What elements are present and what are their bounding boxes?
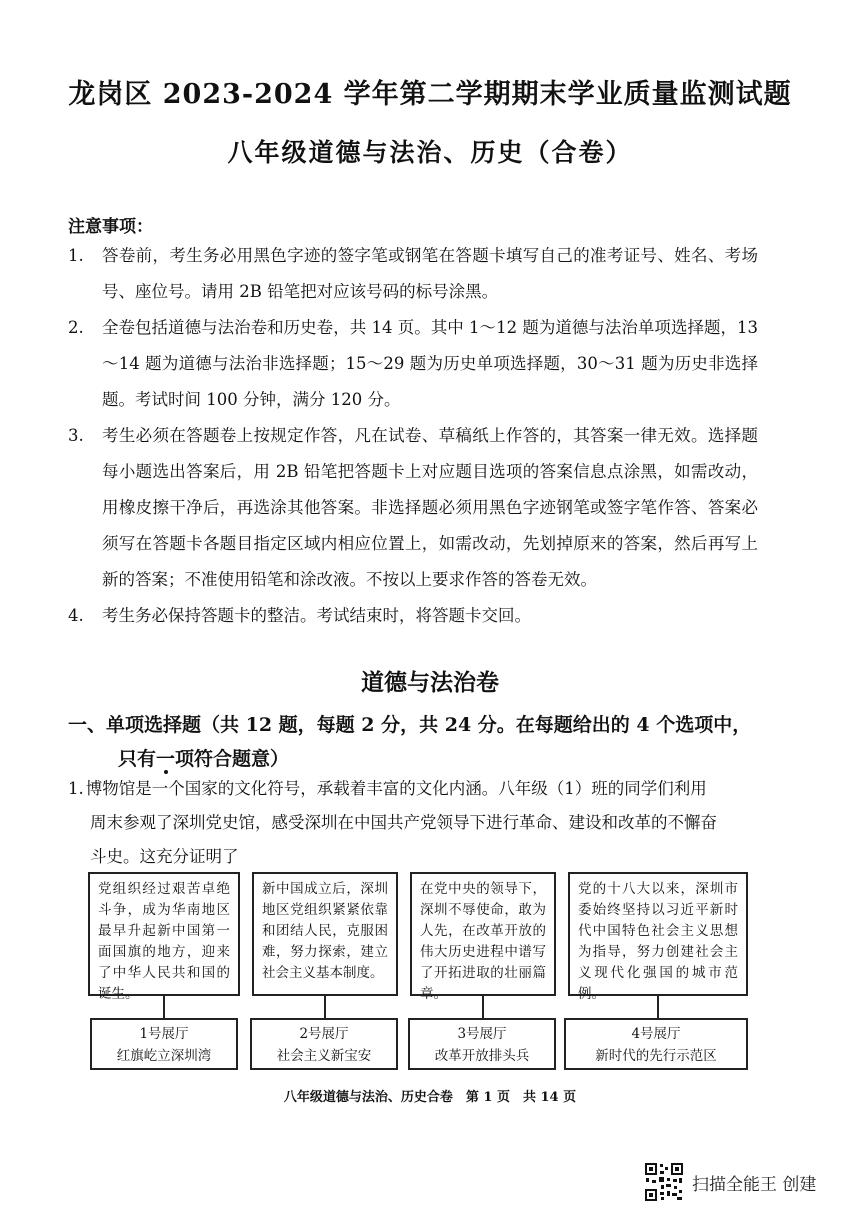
- part-heading-line2: [68, 742, 768, 776]
- connector-line: [163, 996, 165, 1018]
- part-heading: [68, 708, 768, 776]
- exhibit-description-box: 党组织经过艰苦卓绝斗争，成为华南地区最早升起新中国第一面国旗的地方，迎来了中华人民共和国的诞生。: [88, 872, 240, 996]
- hall-name: 3号展厅: [457, 1026, 507, 1042]
- exhibit-description-box: 在党中央的领导下，深圳不辱使命，敢为人先，在改革开放的伟大历史进程中谱写了开拓进取的壮丽篇章。: [410, 872, 556, 996]
- hall-label-box: [250, 1018, 398, 1070]
- question-stem-line3: 斗史。这充分证明了: [90, 847, 239, 866]
- hall-label-box: [90, 1018, 238, 1070]
- qr-code-icon: [644, 1162, 684, 1202]
- note-text: 考生务必保持答题卡的整洁。考试结束时，将答题卡交回。: [102, 606, 531, 625]
- hall-name: 1号展厅: [139, 1026, 189, 1042]
- hall-label-box: [564, 1018, 748, 1070]
- connector-line: [324, 996, 326, 1018]
- note-item: [68, 238, 758, 310]
- page-footer: 八年级道德与法治、历史合卷 第 1 页 共 14 页: [283, 1090, 577, 1105]
- note-text: 全卷包括道德与法治卷和历史卷，共 14 页。其中 1～12 题为道德与法治单项选择题，13～14 题为道德与法治非选择题；15～29 题为历史单项选择题，30～31 题为历史非选择题。考试时间 100 分钟，满分 120 分。: [102, 318, 758, 409]
- note-text: 考生必须在答题卷上按规定作答，凡在试卷、草稿纸上作答的，其答案一律无效。选择题每小题选出答案后，用 2B 铅笔把答题卡上对应题目选项的答案信息点涂黑，如需改动，用橡皮擦干净后，再选涂其他答案。非选择题必须用黑色字迹钢笔或签字笔作答、答案必须写在答题卡各题目指定区域内相应位置上，如需改动，先划掉原来的答案，然后再写上新的答案；不准使用铅笔和涂改液。不按以上要求作答的答卷无效。: [102, 426, 758, 589]
- hall-theme: 改革开放排头兵: [434, 1048, 530, 1064]
- part-heading-pre: 只有: [118, 748, 157, 770]
- page-title: 龙岗区 2023-2024 学年第二学期期末学业质量监测试题: [68, 79, 792, 110]
- connector-line: [657, 996, 659, 1018]
- notes-list: [68, 238, 758, 634]
- question-line: [68, 772, 758, 806]
- hall-name: 4号展厅: [631, 1026, 681, 1042]
- exhibit-description-box: 党的十八大以来，深圳市委始终坚持以习近平新时代中国特色社会主义思想为指导，努力创建社会主义现代化强国的城市范例。: [568, 872, 748, 996]
- exhibit-description-box: 新中国成立后，深圳地区党组织紧紧依靠和团结人民，克服困难，努力探索，建立社会主义基本制度。: [252, 872, 398, 996]
- hall-theme: 红旗屹立深圳湾: [116, 1048, 212, 1064]
- part-heading-post: 项符合题意）: [175, 748, 290, 770]
- question-stem-line2: 周末参观了深圳党史馆，感受深圳在中国共产党领导下进行革命、建设和改革的不懈奋: [90, 813, 717, 832]
- hall-name: 2号展厅: [299, 1026, 349, 1042]
- note-number: 3.: [68, 426, 84, 445]
- question-number: 1.: [68, 779, 84, 798]
- hall-theme: 社会主义新宝安: [276, 1048, 372, 1064]
- scanner-watermark: [644, 1160, 816, 1204]
- emphasis-dot-char: 一: [156, 748, 176, 770]
- note-number: 4.: [68, 606, 84, 625]
- note-number: 2.: [68, 318, 84, 337]
- note-item: [68, 418, 758, 598]
- hall-label-box: [408, 1018, 556, 1070]
- page-subtitle: 八年级道德与法治、历史（合卷）: [227, 138, 633, 167]
- note-number: 1.: [68, 246, 84, 265]
- connector-line: [482, 996, 484, 1018]
- section-title: 道德与法治卷: [361, 669, 499, 696]
- note-item: [68, 598, 758, 634]
- exhibition-diagram: [88, 872, 748, 1072]
- note-item: [68, 310, 758, 418]
- notes-heading: 注意事项：: [68, 217, 153, 237]
- hall-theme: 新时代的先行示范区: [595, 1048, 717, 1064]
- note-text: 答卷前，考生务必用黑色字迹的签字笔或钢笔在答题卡填写自己的准考证号、姓名、考场号、座位号。请用 2B 铅笔把对应该号码的标号涂黑。: [102, 246, 758, 301]
- question-1: [68, 772, 758, 874]
- scanner-label: 扫描全能王 创建: [692, 1174, 817, 1195]
- question-stem-line1: 博物馆是一个国家的文化符号，承载着丰富的文化内涵。八年级（1）班的同学们利用: [85, 779, 707, 798]
- part-heading-line1: 一、单项选择题（共 12 题，每题 2 分，共 24 分。在每题给出的 4 个选项中，: [68, 714, 752, 736]
